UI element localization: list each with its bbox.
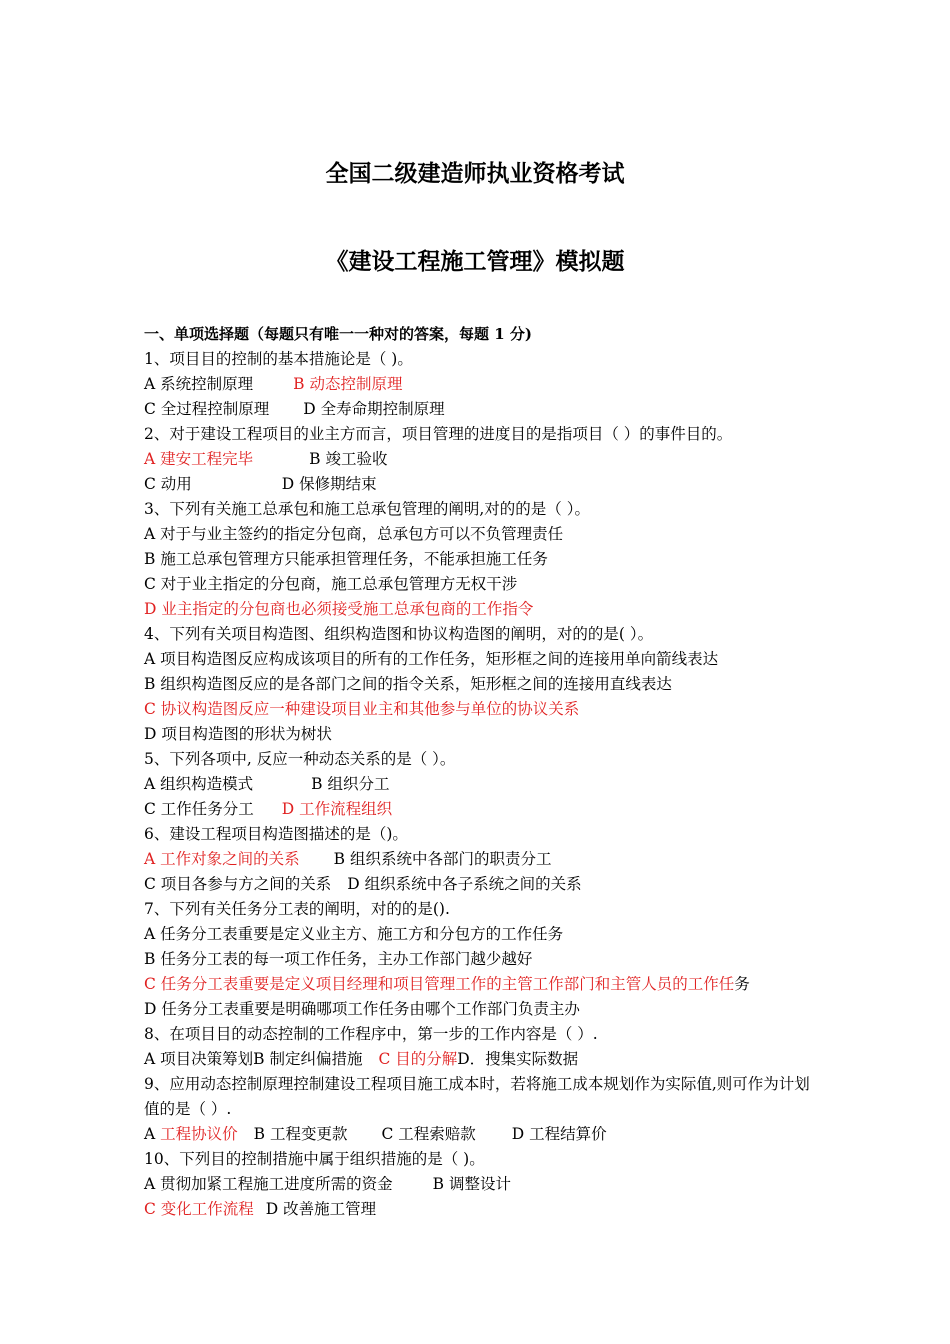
question-5: 5、下列各项中, 反应一种动态关系的是（ ）。 [144, 750, 456, 768]
option-c: C 动用 [144, 475, 192, 493]
option-d: D 工程结算价 [511, 1125, 607, 1143]
option-a: A 项目决策筹划 [144, 1050, 254, 1068]
question-6-options-cd [144, 872, 814, 897]
option-a: A 系统控制原理 [144, 375, 254, 393]
question-3: 3、下列有关施工总承包和施工总承包管理的阐明,对的的是（ ）。 [144, 500, 590, 518]
option-c: C 工作任务分工 [144, 800, 254, 818]
question-8-options [144, 1047, 814, 1072]
correct-option-a: A 工作对象之间的关系 [144, 850, 300, 868]
option-a: A 贯彻加紧工程施工进度所需的资金 [144, 1175, 393, 1193]
option-a: A 任务分工表重要是定义业主方、施工方和分包方的工作任务 [144, 925, 564, 943]
question-5-options-cd [144, 797, 814, 822]
question-list [144, 322, 814, 1222]
question-10-options-ab [144, 1172, 814, 1197]
correct-option-c: C 变化工作流程 [144, 1200, 254, 1218]
question-6: 6、建设工程项目构造图描述的是（)。 [144, 825, 408, 843]
document-subtitle: 《建设工程施工管理》模拟题 [325, 249, 625, 275]
correct-option-c [144, 972, 814, 997]
option-d: D 改善施工管理 [265, 1200, 377, 1218]
option-b: B 施工总承包管理方只能承担管理任务，不能承担施工任务 [144, 550, 548, 568]
option-b: B 竣工验收 [309, 450, 388, 468]
correct-option-b: B 动态控制原理 [293, 375, 403, 393]
question-2-options-ab [144, 447, 814, 472]
option-d: D 保修期结束 [281, 475, 377, 493]
option-c-tail: 务 [734, 975, 750, 993]
correct-option-c: C 目的分解 [378, 1050, 458, 1068]
option-a: A 项目构造图反应构成该项目的所有的工作任务，矩形框之间的连接用单向箭线表达 [144, 650, 719, 668]
correct-option-c: C 协议构造图反应一种建设项目业主和其他参与单位的协议关系 [144, 700, 580, 718]
option-c: C 对于业主指定的分包商，施工总承包管理方无权干涉 [144, 575, 518, 593]
option-b: B 组织构造图反应的是各部门之间的指令关系，矩形框之间的连接用直线表达 [144, 675, 672, 693]
option-d: D 组织系统中各子系统之间的关系 [347, 875, 582, 893]
option-c: C 全过程控制原理 [144, 400, 270, 418]
correct-option-a: A 建安工程完毕 [144, 450, 254, 468]
correct-option-a: 工程协议价 [160, 1125, 238, 1143]
question-1: 1、项目目的控制的基本措施论是（ )。 [144, 350, 413, 368]
question-5-options-ab [144, 772, 814, 797]
question-8: 8、在项目目的动态控制的工作程序中，第一步的工作内容是（ ）. [144, 1025, 598, 1043]
option-d: D 任务分工表重要是明确哪项工作任务由哪个工作部门负责主办 [144, 1000, 580, 1018]
question-4: 4、下列有关项目构造图、组织构造图和协议构造图的阐明，对的的是( ）。 [144, 625, 654, 643]
question-1-options-cd [144, 397, 814, 422]
correct-option-d: D 工作流程组织 [281, 800, 393, 818]
question-1-options-ab [144, 372, 814, 397]
question-2: 2、对于建设工程项目的业主方而言，项目管理的进度目的是指项目（ ）的事件目的。 [144, 425, 733, 443]
correct-option-d: D 业主指定的分包商也必须接受施工总承包商的工作指令 [144, 600, 534, 618]
option-b: B 工程变更款 [253, 1125, 348, 1143]
option-a: A 对于与业主签约的指定分包商，总承包方可以不负管理责任 [144, 525, 564, 543]
question-9: 9、应用动态控制原理控制建设工程项目施工成本时，若将施工成本规划作为实际值,则可作为计划值的是（ ）. [144, 1075, 810, 1118]
option-b: B 任务分工表的每一项工作任务，主办工作部门越少越好 [144, 950, 533, 968]
correct-option-c-text: C 任务分工表重要是定义项目经理和项目管理工作的主管工作部门和主管人员的工作任 [144, 975, 735, 993]
question-10: 10、下列目的控制措施中属于组织措施的是（ )。 [144, 1150, 485, 1168]
option-c: C 工程索赔款 [381, 1125, 476, 1143]
option-b: B 组织分工 [311, 775, 390, 793]
question-7: 7、下列有关任务分工表的阐明，对的的是(). [144, 900, 450, 918]
question-2-options-cd [144, 472, 814, 497]
option-b: B 组织系统中各部门的职责分工 [333, 850, 552, 868]
option-b: B 制定纠偏措施 [253, 1050, 363, 1068]
option-a: A 组织构造模式 [144, 775, 254, 793]
option-d: D 项目构造图的形状为树状 [144, 725, 332, 743]
option-c: C 项目各参与方之间的关系 [144, 875, 332, 893]
question-10-options-cd [144, 1197, 814, 1222]
section-heading: 一、单项选择题（每题只有唯一一种对的答案，每题 1 分) [144, 325, 532, 343]
option-d: D 全寿命期控制原理 [303, 400, 445, 418]
document-title: 全国二级建造师执业资格考试 [325, 161, 625, 187]
question-9-options [144, 1122, 814, 1147]
option-a-letter: A [144, 1125, 161, 1143]
option-b: B 调整设计 [432, 1175, 511, 1193]
question-6-options-ab [144, 847, 814, 872]
option-d: D．搜集实际数据 [457, 1050, 579, 1068]
